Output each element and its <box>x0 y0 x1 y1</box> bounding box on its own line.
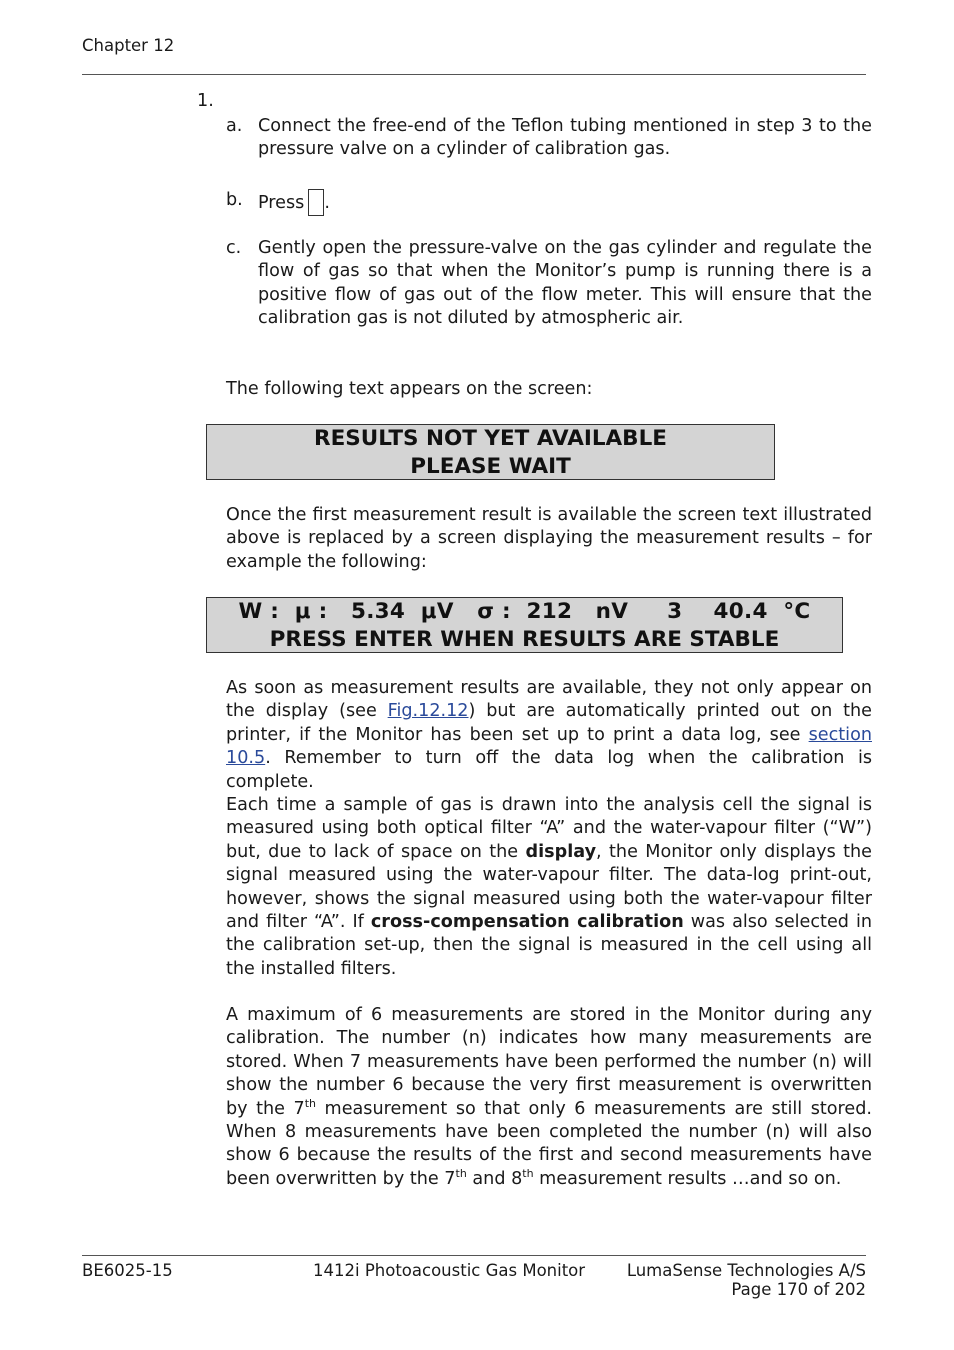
substep-b-period: . <box>324 193 330 213</box>
screen-measurement-results <box>206 597 843 653</box>
screen2-mu: μ : <box>294 599 328 624</box>
screen2-sigma: σ : <box>477 599 511 624</box>
paragraph-each-time <box>226 794 872 981</box>
screen-results-not-ready <box>206 424 775 480</box>
para-each-text-2: , the Monitor only displays the signal measured using the water-vapour filter. The data-log print-out, however, shows the signal measured using both the water-vapour filter and filter “A”. If <box>226 841 872 933</box>
para-max-sup-1: th <box>304 1096 317 1110</box>
substep-b-text <box>258 189 872 216</box>
key-button-icon <box>308 189 324 216</box>
footer-rule <box>82 1255 866 1256</box>
substep-c <box>226 237 872 331</box>
para-max-sup-2: th <box>455 1166 467 1180</box>
screen2-line1 <box>207 598 842 626</box>
substep-b-press: Press <box>258 193 305 213</box>
intro-screen-text: The following text appears on the screen: <box>226 379 593 399</box>
substep-a-text: Connect the free-end of the Teflon tubing mentioned in step 3 to the pressure valve on a cylinder of calibration gas. <box>258 116 872 160</box>
footer-company: LumaSense Technologies A/S <box>626 1261 866 1280</box>
screen1-line2: PLEASE WAIT <box>410 454 571 479</box>
footer-page: Page 170 of 202 <box>731 1280 866 1299</box>
screen2-mu-value: 5.34 <box>350 599 406 624</box>
screen2-line2: PRESS ENTER WHEN RESULTS ARE STABLE <box>269 627 780 652</box>
para-max-text-3: and 8 <box>466 1168 523 1189</box>
substep-a-label: a. <box>226 116 243 136</box>
para-max-text-1: A maximum of 6 measurements are stored in the Monitor during any calibration. The number (n) indicates how many measurements are stored. When 7 measurements have been performed the number (n) will show the number 6 because the very first measurement is overwritten by the 7 <box>226 1005 872 1119</box>
screen2-temp-unit: °C <box>783 599 811 624</box>
para-each-text-3: was also selected in the calibration set-up, then the signal is measured in the cell using all the installed filters. <box>226 912 872 979</box>
para-asap-text-2: ) but are automatically printed out on the printer, if the Monitor has been set up to print a data log, see <box>226 701 872 745</box>
para-max-text-4: measurement results …and so on. <box>533 1168 842 1189</box>
screen2-mu-unit: μV <box>420 599 454 624</box>
paragraph-once: Once the first measurement result is available the screen text illustrated above is replaced by a screen displaying the measurement results – for example the following: <box>226 505 872 572</box>
header-rule <box>82 74 866 75</box>
screen2-sigma-unit: nV <box>595 599 629 624</box>
screen1-line1: RESULTS NOT YET AVAILABLE <box>314 426 667 451</box>
para-each-bold-cross: cross-compensation calibration <box>370 912 684 933</box>
substep-b <box>226 189 872 216</box>
substep-a <box>226 115 872 162</box>
fig-12-12-link[interactable]: Fig.12.12 <box>387 701 469 722</box>
para-each-bold-display: display <box>525 841 597 862</box>
chapter-header: Chapter 12 <box>82 36 175 55</box>
paragraph-maximum <box>226 1004 872 1191</box>
footer-doc-id: BE6025-15 <box>82 1261 173 1280</box>
screen2-temp: 40.4 <box>713 599 768 624</box>
para-asap-text-3: . Remember to turn off the data log when the calibration is complete. <box>226 748 872 792</box>
paragraph-as-soon <box>226 677 872 794</box>
substep-c-text: Gently open the pressure-valve on the gas cylinder and regulate the flow of gas so that when the Monitor’s pump is running there is a positive flow of gas out of the flow meter. This will ensure that the calibration gas is not diluted by atmospheric air. <box>258 238 872 329</box>
para-each-text-1: Each time a sample of gas is drawn into the analysis cell the signal is measured using both optical filter “A” and the water-vapour filter (“W”) but, due to lack of space on the <box>226 795 872 862</box>
substep-c-label: c. <box>226 238 242 258</box>
screen2-sigma-value: 212 <box>526 599 573 624</box>
para-max-text-2: measurement so that only 6 measurements are still stored. When 8 measurements have been completed the number (n) will also show 6 because the results of the first and second measurements have been overwritten by the 7 <box>226 1098 872 1189</box>
substep-b-label: b. <box>226 190 243 210</box>
step-number: 1. <box>197 91 214 111</box>
para-asap-text-1: As soon as measurement results are available, they not only appear on the display (see <box>226 678 872 722</box>
footer-right <box>600 1261 866 1299</box>
para-max-sup-3: th <box>522 1166 534 1180</box>
screen2-w: W : <box>238 599 280 624</box>
section-10-5-link[interactable]: section 10.5 <box>226 724 872 769</box>
footer-product: 1412i Photoacoustic Gas Monitor <box>313 1261 586 1280</box>
screen2-n: 3 <box>667 599 683 624</box>
